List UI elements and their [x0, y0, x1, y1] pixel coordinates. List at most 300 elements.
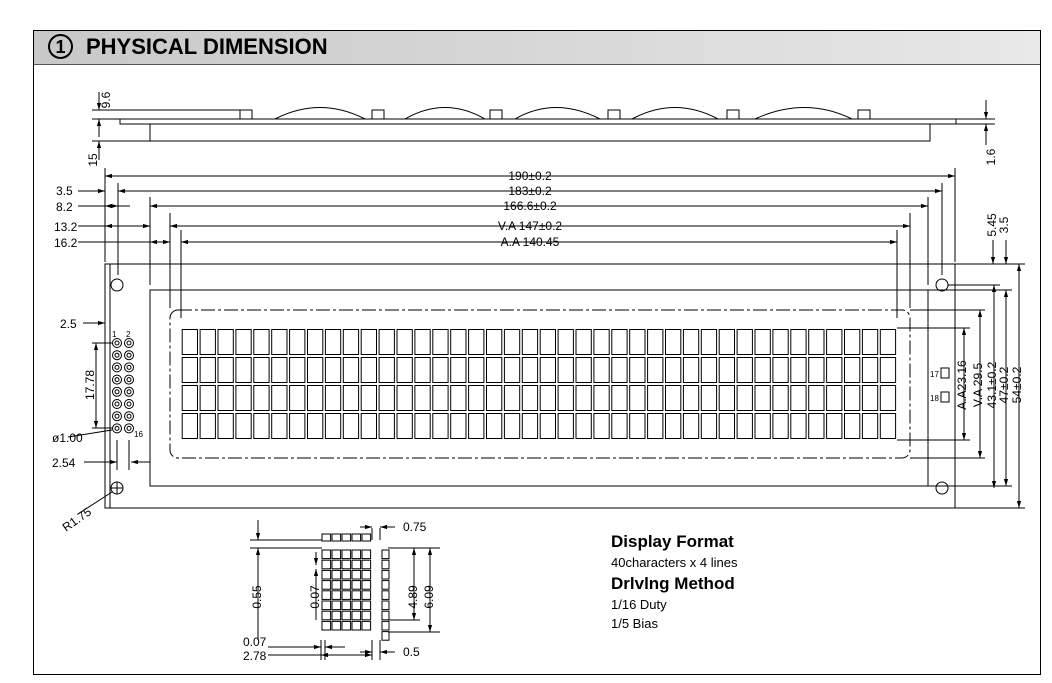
dot	[322, 570, 331, 579]
character-cell	[648, 414, 663, 439]
dim-43-1: 43.1±0.2	[985, 361, 999, 409]
side-view-tab	[240, 110, 252, 119]
character-cell	[701, 358, 716, 383]
character-cell	[379, 414, 394, 439]
driving-bias: 1/5 Bias	[611, 616, 658, 631]
character-cell	[809, 330, 824, 355]
character-cell	[612, 330, 627, 355]
character-cell	[325, 386, 340, 411]
dot	[362, 560, 371, 569]
character-cell	[308, 386, 323, 411]
dot	[322, 611, 331, 620]
dim-183: 183±0.2	[508, 184, 552, 198]
pin-1-label: 1	[112, 330, 117, 339]
character-cell	[755, 330, 770, 355]
dot	[322, 601, 331, 610]
character-cell	[397, 386, 412, 411]
character-cell	[845, 414, 860, 439]
character-cell	[630, 330, 645, 355]
pin-hole	[113, 412, 122, 421]
character-cell	[737, 330, 752, 355]
pin-17-label: 17	[930, 370, 939, 379]
character-cell	[451, 330, 466, 355]
character-cell	[343, 414, 358, 439]
character-cell	[827, 386, 842, 411]
character-cell	[755, 358, 770, 383]
character-cell	[719, 330, 734, 355]
character-cell	[451, 386, 466, 411]
side-view-pcb	[150, 124, 930, 141]
character-cell	[666, 386, 681, 411]
character-cell	[701, 414, 716, 439]
side-view-tab	[727, 110, 739, 119]
character-cell	[809, 358, 824, 383]
character-cell	[182, 386, 197, 411]
pin-hole	[125, 351, 134, 360]
character-cell	[415, 414, 430, 439]
dot	[322, 591, 331, 600]
dot	[362, 570, 371, 579]
side-view-tab	[858, 110, 870, 119]
pin-hole-inner	[127, 378, 131, 382]
dim-va-147: V.A 147±0.2	[497, 219, 563, 233]
dot	[382, 550, 389, 559]
character-cell	[290, 414, 305, 439]
dot	[322, 550, 331, 559]
character-cell	[701, 386, 716, 411]
character-cell	[272, 414, 287, 439]
dim-5-45: 5.45	[985, 213, 999, 237]
character-cell	[361, 358, 376, 383]
character-cell	[487, 358, 502, 383]
character-cell	[558, 414, 573, 439]
character-cell	[880, 386, 895, 411]
dot	[342, 560, 351, 569]
character-cell	[719, 386, 734, 411]
dot	[382, 601, 389, 610]
character-cell	[612, 358, 627, 383]
character-cell	[218, 414, 233, 439]
bezel-outline	[150, 290, 928, 486]
dot	[342, 621, 351, 630]
dim-r1-75: R1.75	[59, 504, 94, 535]
character-cell	[522, 414, 537, 439]
character-cell	[809, 386, 824, 411]
pin-hole	[125, 363, 134, 372]
dot	[352, 550, 361, 559]
character-cell	[218, 358, 233, 383]
pin-hole-inner	[115, 353, 119, 357]
character-cell	[272, 358, 287, 383]
character-cell	[683, 330, 698, 355]
character-cell	[558, 358, 573, 383]
pin-hole	[125, 375, 134, 384]
dot	[332, 601, 341, 610]
character-cell	[666, 414, 681, 439]
driving-duty: 1/16 Duty	[611, 597, 667, 612]
pin-hole	[125, 400, 134, 409]
pin-dimensions	[68, 323, 150, 514]
character-cell	[200, 386, 215, 411]
pin-hole	[113, 400, 122, 409]
character-cell	[827, 330, 842, 355]
dim-16-2: 16.2	[54, 236, 78, 250]
character-cell	[469, 330, 484, 355]
pin-hole-inner	[127, 341, 131, 345]
character-cell	[290, 386, 305, 411]
character-cell	[200, 414, 215, 439]
character-cell	[845, 330, 860, 355]
character-cell	[200, 330, 215, 355]
character-cell	[791, 414, 806, 439]
character-cell	[648, 386, 663, 411]
display-format-lines: 40characters x 4 lines	[611, 555, 738, 570]
dot	[342, 550, 351, 559]
dot	[332, 611, 341, 620]
dot	[332, 534, 341, 541]
character-cell	[862, 386, 877, 411]
character-cell	[845, 358, 860, 383]
dim-3-5: 3.5	[56, 184, 73, 198]
character-cell	[540, 414, 555, 439]
dim-2-78: 2.78	[243, 649, 267, 663]
side-view-ic-bump	[275, 108, 365, 120]
character-cell	[343, 330, 358, 355]
pin-hole	[113, 375, 122, 384]
character-cell	[755, 386, 770, 411]
dim-8-2: 8.2	[56, 200, 73, 214]
character-cell	[827, 414, 842, 439]
side-view-ic-bump	[755, 108, 852, 120]
character-cell	[576, 358, 591, 383]
side-view-ic-bump	[632, 108, 718, 120]
dim-va-29-5: V.A 29.5	[971, 362, 985, 408]
section-title: PHYSICAL DIMENSION	[86, 34, 328, 59]
pin-hole-inner	[127, 365, 131, 369]
character-cell	[361, 330, 376, 355]
character-cell	[594, 414, 609, 439]
pin-hole-inner	[127, 402, 131, 406]
dim-4-89: 4.89	[406, 585, 420, 609]
character-cell	[182, 330, 197, 355]
character-cell	[630, 414, 645, 439]
pin-hole-inner	[115, 378, 119, 382]
pin-hole	[113, 424, 122, 433]
side-view-glass	[120, 119, 956, 124]
pin-17-pad	[941, 368, 949, 378]
dim-166-6: 166.6±0.2	[503, 199, 557, 213]
pin-hole-inner	[115, 365, 119, 369]
dot	[332, 550, 341, 559]
character-cell	[540, 330, 555, 355]
dim-2-5: 2.5	[60, 317, 77, 331]
dot	[382, 560, 389, 569]
character-cell	[558, 330, 573, 355]
dim-0-5: 0.5	[403, 645, 420, 659]
character-cell	[737, 358, 752, 383]
dot	[362, 581, 371, 590]
character-cell	[594, 330, 609, 355]
dim-17-78: 17.78	[83, 369, 97, 401]
pin-hole-inner	[115, 390, 119, 394]
dot	[362, 534, 371, 541]
pin-2-label: 2	[126, 330, 131, 339]
pin-18-label: 18	[930, 394, 939, 403]
pin-hole-inner	[127, 390, 131, 394]
character-cell	[683, 386, 698, 411]
pin-hole-inner	[115, 414, 119, 418]
pin-16-label: 16	[134, 430, 143, 439]
dim-3-5-v: 3.5	[997, 216, 1011, 234]
character-grid	[182, 330, 895, 439]
dot	[352, 560, 361, 569]
dot	[352, 581, 361, 590]
dot-matrix	[322, 534, 389, 640]
dim-0-55: 0.55	[250, 585, 264, 609]
dot	[352, 591, 361, 600]
dim-54: 54±0.2	[1010, 366, 1024, 404]
front-view	[105, 264, 955, 508]
character-cell	[254, 330, 269, 355]
character-cell	[182, 358, 197, 383]
pin-hole	[113, 351, 122, 360]
character-cell	[379, 358, 394, 383]
section-number: 1	[48, 34, 73, 59]
dim-47: 47±0.2	[997, 366, 1011, 404]
dot	[322, 534, 331, 541]
character-cell	[809, 414, 824, 439]
character-cell	[415, 330, 430, 355]
dim-aa-23-16: A.A23.16	[955, 360, 969, 410]
character-cell	[308, 414, 323, 439]
character-cell	[308, 358, 323, 383]
dot	[382, 570, 389, 579]
dot	[352, 611, 361, 620]
dot	[332, 581, 341, 590]
character-cell	[504, 330, 519, 355]
dot	[352, 570, 361, 579]
dot	[332, 621, 341, 630]
character-cell	[558, 386, 573, 411]
dim-2-54: 2.54	[52, 456, 76, 470]
character-cell	[325, 358, 340, 383]
dim-9-6: 9.6	[99, 91, 113, 109]
character-cell	[254, 386, 269, 411]
pin-18-pad	[941, 392, 949, 402]
dot	[362, 591, 371, 600]
character-cell	[236, 414, 251, 439]
side-view-tab	[490, 110, 502, 119]
character-cell	[755, 414, 770, 439]
character-cell	[612, 386, 627, 411]
character-cell	[719, 358, 734, 383]
character-cell	[880, 330, 895, 355]
display-format-heading: Display Format	[611, 532, 734, 551]
dot	[322, 621, 331, 630]
pin-hole-inner	[115, 402, 119, 406]
dot	[342, 534, 351, 541]
dim-190: 190±0.2	[508, 169, 552, 183]
character-cell	[594, 358, 609, 383]
dot	[342, 570, 351, 579]
dim-0-07-h: 0.07	[243, 635, 267, 649]
pin-hole-inner	[115, 341, 119, 345]
character-cell	[469, 414, 484, 439]
character-cell	[666, 358, 681, 383]
character-cell	[522, 330, 537, 355]
character-cell	[397, 358, 412, 383]
character-cell	[290, 330, 305, 355]
character-cell	[361, 414, 376, 439]
character-cell	[648, 330, 663, 355]
dot	[342, 601, 351, 610]
dot	[362, 611, 371, 620]
side-view-ic-bump	[405, 108, 485, 120]
character-cell	[522, 386, 537, 411]
character-cell	[791, 330, 806, 355]
character-cell	[845, 386, 860, 411]
dot	[322, 560, 331, 569]
dot	[382, 611, 389, 620]
pin-hole	[113, 387, 122, 396]
dot	[362, 601, 371, 610]
character-cell	[343, 386, 358, 411]
mount-hole	[936, 482, 948, 494]
character-cell	[469, 358, 484, 383]
character-cell	[880, 414, 895, 439]
character-cell	[880, 358, 895, 383]
character-cell	[397, 330, 412, 355]
character-cell	[361, 386, 376, 411]
character-cell	[594, 386, 609, 411]
dot	[342, 581, 351, 590]
character-cell	[737, 414, 752, 439]
dot	[352, 621, 361, 630]
character-cell	[236, 386, 251, 411]
dim-hole: ø1.00	[52, 431, 83, 445]
dot	[332, 560, 341, 569]
dot	[342, 591, 351, 600]
dot	[342, 611, 351, 620]
character-cell	[415, 358, 430, 383]
character-cell	[719, 414, 734, 439]
character-cell	[218, 330, 233, 355]
character-cell	[773, 330, 788, 355]
dot	[362, 621, 371, 630]
character-cell	[862, 358, 877, 383]
character-cell	[773, 386, 788, 411]
character-cell	[325, 330, 340, 355]
mount-hole	[111, 279, 123, 291]
dim-13-2: 13.2	[54, 220, 78, 234]
character-cell	[862, 330, 877, 355]
character-cell	[827, 358, 842, 383]
dot	[332, 570, 341, 579]
character-cell	[397, 414, 412, 439]
dim-15: 15	[86, 153, 100, 167]
pin-hole	[125, 387, 134, 396]
dot	[332, 591, 341, 600]
pin-hole	[113, 339, 122, 348]
character-cell	[522, 358, 537, 383]
dim-0-07-v: 0.07	[308, 585, 322, 609]
character-cell	[182, 414, 197, 439]
dim-1-6: 1.6	[984, 148, 998, 166]
driving-method-heading: Drlvlng Method	[611, 574, 735, 593]
dot	[382, 581, 389, 590]
character-cell	[630, 386, 645, 411]
character-cell	[737, 386, 752, 411]
character-cell	[236, 330, 251, 355]
character-cell	[254, 414, 269, 439]
character-cell	[487, 414, 502, 439]
character-cell	[791, 386, 806, 411]
side-view-tab	[372, 110, 384, 119]
character-cell	[576, 386, 591, 411]
dim-0-75: 0.75	[403, 520, 427, 534]
pin-hole	[125, 424, 134, 433]
character-cell	[683, 358, 698, 383]
dot	[382, 591, 389, 600]
dot	[382, 621, 389, 630]
character-cell	[343, 358, 358, 383]
character-cell	[469, 386, 484, 411]
dim-6-09: 6.09	[422, 585, 436, 609]
character-cell	[666, 330, 681, 355]
dot	[362, 550, 371, 559]
pin-hole	[125, 339, 134, 348]
dot	[382, 632, 389, 641]
character-cell	[630, 358, 645, 383]
character-cell	[218, 386, 233, 411]
character-cell	[540, 386, 555, 411]
character-cell	[379, 386, 394, 411]
character-cell	[773, 414, 788, 439]
character-cell	[862, 414, 877, 439]
character-cell	[773, 358, 788, 383]
pin-hole	[113, 363, 122, 372]
pin-hole-inner	[115, 426, 119, 430]
pin-hole-inner	[127, 426, 131, 430]
character-cell	[487, 386, 502, 411]
character-cell	[433, 414, 448, 439]
character-cell	[433, 330, 448, 355]
dim-aa-140: A.A 140.45	[500, 235, 560, 249]
character-cell	[701, 330, 716, 355]
dot	[352, 534, 361, 541]
character-cell	[648, 358, 663, 383]
character-cell	[504, 358, 519, 383]
character-cell	[576, 330, 591, 355]
character-cell	[451, 414, 466, 439]
character-cell	[325, 414, 340, 439]
character-cell	[272, 330, 287, 355]
character-cell	[433, 358, 448, 383]
character-cell	[487, 330, 502, 355]
side-view-tab	[608, 110, 620, 119]
dot	[352, 601, 361, 610]
character-cell	[272, 386, 287, 411]
character-cell	[504, 414, 519, 439]
character-cell	[379, 330, 394, 355]
character-cell	[504, 386, 519, 411]
character-cell	[791, 358, 806, 383]
character-cell	[451, 358, 466, 383]
character-cell	[683, 414, 698, 439]
character-cell	[576, 414, 591, 439]
dot	[322, 581, 331, 590]
character-cell	[236, 358, 251, 383]
